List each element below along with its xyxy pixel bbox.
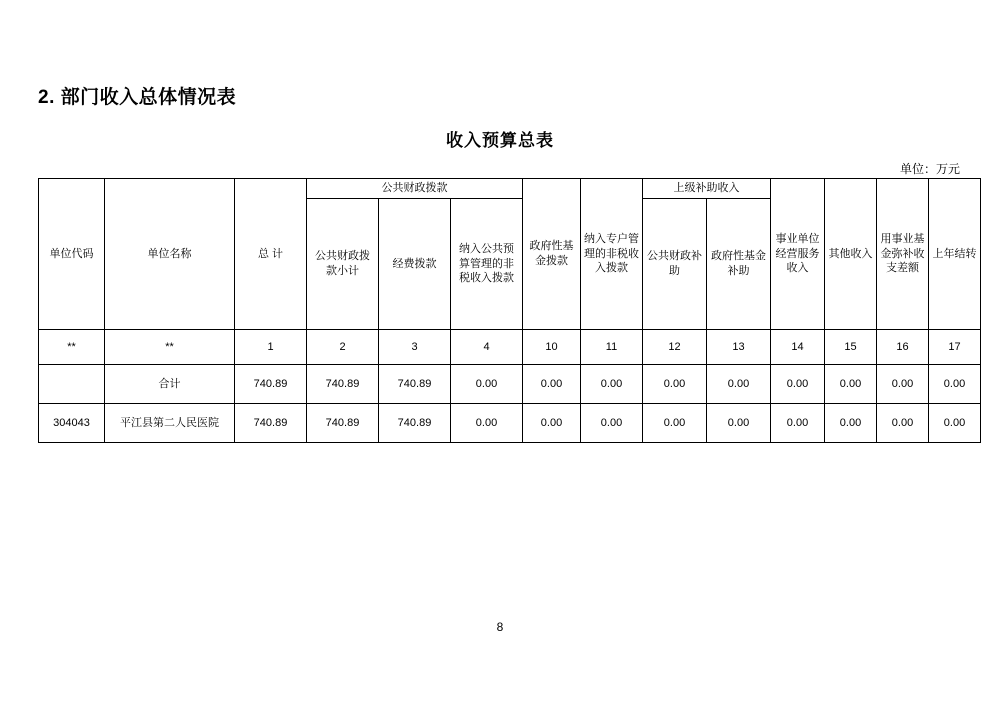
cell-other-income: 0.00 [825,365,877,404]
header-total: 总 计 [235,179,307,330]
column-number-row [39,330,981,365]
cell-superior-public-finance: 0.00 [643,365,707,404]
header-public-finance-sub: 公共财政拨款小计 [307,198,379,329]
header-superior-subsidy-group: 上级补助收入 [643,179,771,199]
colnum-career-fund-balance: 16 [877,330,929,365]
colnum-gov-fund: 10 [523,330,581,365]
cell-gov-fund: 0.00 [523,404,581,443]
colnum-unit-code: ** [39,330,105,365]
header-career-fund-balance: 用事业基金弥补收支差额 [877,179,929,330]
cell-public-finance-sub: 740.89 [307,404,379,443]
cell-operating-funds: 740.89 [379,404,451,443]
income-budget-table [38,178,981,443]
header-non-tax-included: 纳入公共预算管理的非税收入拨款 [451,198,523,329]
cell-career-fund-balance: 0.00 [877,365,929,404]
cell-prior-year-carryover: 0.00 [929,365,981,404]
cell-unit-code [39,365,105,404]
section-title: 2. 部门收入总体情况表 [38,87,237,108]
cell-superior-gov-fund: 0.00 [707,404,771,443]
cell-total: 740.89 [235,365,307,404]
header-other-income: 其他收入 [825,179,877,330]
cell-operating-funds: 740.89 [379,365,451,404]
cell-gov-fund: 0.00 [523,365,581,404]
cell-non-tax-included: 0.00 [451,404,523,443]
page-title: 收入预算总表 [446,131,554,150]
cell-special-account-non-tax: 0.00 [581,365,643,404]
header-public-finance-group: 公共财政拨款 [307,179,523,199]
cell-other-income: 0.00 [825,404,877,443]
cell-special-account-non-tax: 0.00 [581,404,643,443]
unit-note: 单位：万元 [899,162,960,176]
table-row [39,365,981,404]
cell-unit-name: 平江县第二人民医院 [105,404,235,443]
cell-public-finance-sub: 740.89 [307,365,379,404]
cell-non-tax-included: 0.00 [451,365,523,404]
colnum-business-operation-income: 14 [771,330,825,365]
colnum-special-account-non-tax: 11 [581,330,643,365]
cell-business-operation-income: 0.00 [771,404,825,443]
cell-total: 740.89 [235,404,307,443]
cell-business-operation-income: 0.00 [771,365,825,404]
page-number: 8 [496,620,504,634]
colnum-total: 1 [235,330,307,365]
colnum-superior-public-finance: 12 [643,330,707,365]
colnum-operating-funds: 3 [379,330,451,365]
cell-career-fund-balance: 0.00 [877,404,929,443]
cell-unit-code: 304043 [39,404,105,443]
header-superior-gov-fund: 政府性基金补助 [707,198,771,329]
colnum-prior-year-carryover: 17 [929,330,981,365]
header-unit-name: 单位名称 [105,179,235,330]
table-row [39,404,981,443]
cell-superior-public-finance: 0.00 [643,404,707,443]
header-gov-fund: 政府性基金拨款 [523,179,581,330]
colnum-unit-name: ** [105,330,235,365]
header-superior-public-finance: 公共财政补助 [643,198,707,329]
header-unit-code: 单位代码 [39,179,105,330]
colnum-non-tax-included: 4 [451,330,523,365]
header-prior-year-carryover: 上年结转 [929,179,981,330]
cell-superior-gov-fund: 0.00 [707,365,771,404]
header-operating-funds: 经费拨款 [379,198,451,329]
cell-prior-year-carryover: 0.00 [929,404,981,443]
colnum-public-finance-sub: 2 [307,330,379,365]
header-business-operation-income: 事业单位经营服务收入 [771,179,825,330]
colnum-other-income: 15 [825,330,877,365]
cell-unit-name: 合计 [105,365,235,404]
colnum-superior-gov-fund: 13 [707,330,771,365]
header-special-account-non-tax: 纳入专户管理的非税收入拨款 [581,179,643,330]
